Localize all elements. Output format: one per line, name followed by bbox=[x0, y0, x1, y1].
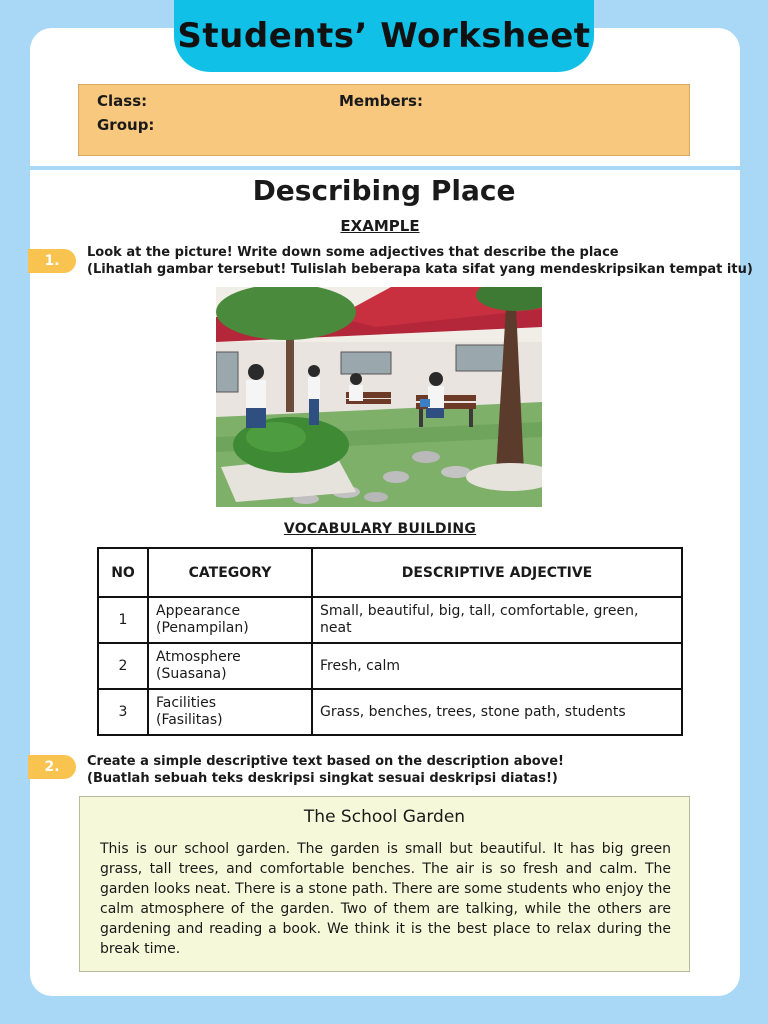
step-1-line-en: Look at the picture! Write down some adjectives that describe the place bbox=[87, 245, 619, 260]
step-2-line-en: Create a simple descriptive text based on the description above! bbox=[87, 754, 564, 769]
descriptive-text-body: This is our school garden. The garden is small but beautiful. It has big green grass, tall trees, and comfortable benches. The air is so fresh and calm. The garden looks neat. There is a stone path. There are some students who enjoy the calm atmosphere of the garden. Two of them are talking, while the others are gardening and reading a book. We think it is the best place to relax during the break time. bbox=[100, 841, 671, 957]
row-no: 3 bbox=[98, 689, 148, 735]
header-no: NO bbox=[98, 548, 148, 597]
table-row bbox=[98, 689, 682, 735]
student-info-box bbox=[78, 84, 690, 156]
table-row bbox=[98, 643, 682, 689]
descriptive-text-box bbox=[79, 796, 690, 972]
vocabulary-title: VOCABULARY BUILDING bbox=[283, 521, 477, 537]
section-title: Describing Place bbox=[252, 174, 516, 207]
category-id: (Fasilitas) bbox=[156, 712, 223, 728]
step-2-badge: 2. bbox=[28, 755, 76, 779]
row-adjectives: Grass, benches, trees, stone path, students bbox=[312, 689, 682, 735]
table-row bbox=[98, 597, 682, 643]
school-garden-illustration bbox=[216, 287, 542, 507]
page-title: Students’ Worksheet bbox=[174, 0, 594, 72]
descriptive-text-title: The School Garden bbox=[303, 807, 466, 827]
members-label: Members: bbox=[339, 92, 423, 110]
step-2-instruction bbox=[87, 753, 564, 787]
step-1-badge: 1. bbox=[28, 249, 76, 273]
category-en: Appearance bbox=[156, 603, 241, 619]
step-2-line-id: (Buatlah sebuah teks deskripsi singkat sesuai deskripsi diatas!) bbox=[87, 771, 558, 786]
row-category bbox=[148, 643, 312, 689]
vocabulary-table bbox=[97, 547, 683, 736]
row-no: 1 bbox=[98, 597, 148, 643]
step-1-line-id: (Lihatlah gambar tersebut! Tulislah beberapa kata sifat yang mendeskripsikan tempat itu) bbox=[87, 262, 753, 277]
category-id: (Penampilan) bbox=[156, 620, 249, 636]
table-header-row bbox=[98, 548, 682, 597]
example-label: EXAMPLE bbox=[340, 217, 420, 235]
row-no: 2 bbox=[98, 643, 148, 689]
category-en: Facilities bbox=[156, 695, 216, 711]
row-category bbox=[148, 689, 312, 735]
row-adjectives: Fresh, calm bbox=[312, 643, 682, 689]
group-label: Group: bbox=[97, 116, 155, 134]
step-1-instruction bbox=[87, 244, 753, 278]
header-adjective: DESCRIPTIVE ADJECTIVE bbox=[312, 548, 682, 597]
row-category bbox=[148, 597, 312, 643]
category-id: (Suasana) bbox=[156, 666, 227, 682]
row-adjectives: Small, beautiful, big, tall, comfortable, green, neat bbox=[312, 597, 682, 643]
class-label: Class: bbox=[97, 92, 148, 110]
header-category: CATEGORY bbox=[148, 548, 312, 597]
category-en: Atmosphere bbox=[156, 649, 241, 665]
section-divider bbox=[30, 166, 740, 170]
